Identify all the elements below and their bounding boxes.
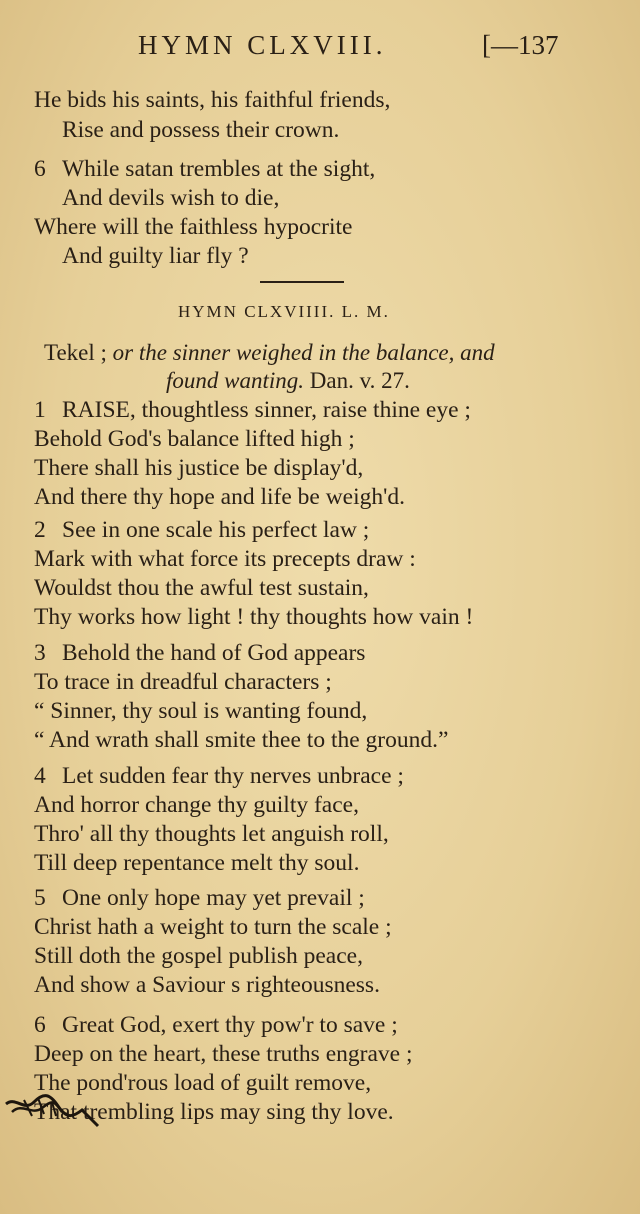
scripture-reference: Dan. v. 27.: [309, 368, 410, 393]
page-header: [0, 30, 640, 70]
stanza-line: “ And wrath shall smite thee to the ground.”: [34, 727, 449, 753]
carryover-line: He bids his saints, his faithful friends,: [34, 87, 391, 113]
stanza-line: Mark with what force its precepts draw :: [34, 546, 416, 572]
stanza-line: 2 See in one scale his perfect law ;: [34, 517, 370, 543]
stanza-number: 1: [34, 397, 46, 423]
hymn-subtitle: [44, 339, 495, 367]
section-divider: [260, 281, 344, 283]
stanza-line: To trace in dreadful characters ;: [34, 669, 332, 695]
stanza-line: And horror change thy guilty face,: [34, 792, 359, 818]
hymn-heading: HYMN CLXVIIII. L. M.: [178, 302, 390, 321]
stanza-line: 5 One only hope may yet prevail ;: [34, 885, 365, 911]
stanza-line: Thy works how light ! thy thoughts how vain !: [34, 604, 474, 630]
stanza-number: 3: [34, 640, 46, 666]
stanza-line: There shall his justice be display'd,: [34, 455, 364, 481]
stanza-line: And devils wish to die,: [62, 185, 280, 211]
stanza-line: Deep on the heart, these truths engrave ;: [34, 1041, 413, 1067]
stanza-line: The pond'rous load of guilt remove,: [34, 1070, 372, 1096]
stanza-line: Behold God's balance lifted high ;: [34, 426, 355, 452]
stanza-line: 3 Behold the hand of God appears: [34, 640, 366, 666]
stanza-number: 6: [34, 156, 46, 182]
stanza-line: Still doth the gospel publish peace,: [34, 943, 363, 969]
stanza-line: “ Sinner, thy soul is wanting found,: [34, 698, 368, 724]
hymn-subtitle-cont: [166, 367, 410, 395]
stanza-line: Till deep repentance melt thy soul.: [34, 850, 360, 876]
stanza-line: That trembling lips may sing thy love.: [34, 1099, 394, 1125]
stanza-line: 6 Great God, exert thy pow'r to save ;: [34, 1012, 398, 1038]
subtitle-italic: or the sinner weighed in the balance, and: [112, 340, 495, 365]
stanza-line: Thro' all thy thoughts let anguish roll,: [34, 821, 389, 847]
stanza-line: Where will the faithless hypocrite: [34, 214, 353, 240]
stanza-line: Christ hath a weight to turn the scale ;: [34, 914, 392, 940]
stanza-line: And guilty liar fly ?: [62, 243, 249, 269]
carryover-line: Rise and possess their crown.: [62, 117, 340, 143]
stanza-number: 6: [34, 1012, 46, 1038]
stanza-line: And show a Saviour s righteousness.: [34, 972, 380, 998]
page-number: [—137: [482, 30, 559, 60]
running-title: HYMN CLXVIII.: [138, 30, 387, 60]
stanza-line: 6 While satan trembles at the sight,: [34, 156, 376, 182]
stanza-number: 4: [34, 763, 46, 789]
stanza-line: 4 Let sudden fear thy nerves unbrace ;: [34, 763, 404, 789]
stanza-line: 1 RAISE, thoughtless sinner, raise thine eye ;: [34, 397, 471, 423]
ink-scribble-mark: [2, 1082, 102, 1132]
stanza-line: Wouldst thou the awful test sustain,: [34, 575, 369, 601]
stanza-number: 5: [34, 885, 46, 911]
subtitle-italic: found wanting.: [166, 368, 305, 393]
stanza-number: 2: [34, 517, 46, 543]
stanza-line: And there thy hope and life be weigh'd.: [34, 484, 405, 510]
subtitle-title: Tekel ;: [44, 340, 107, 365]
